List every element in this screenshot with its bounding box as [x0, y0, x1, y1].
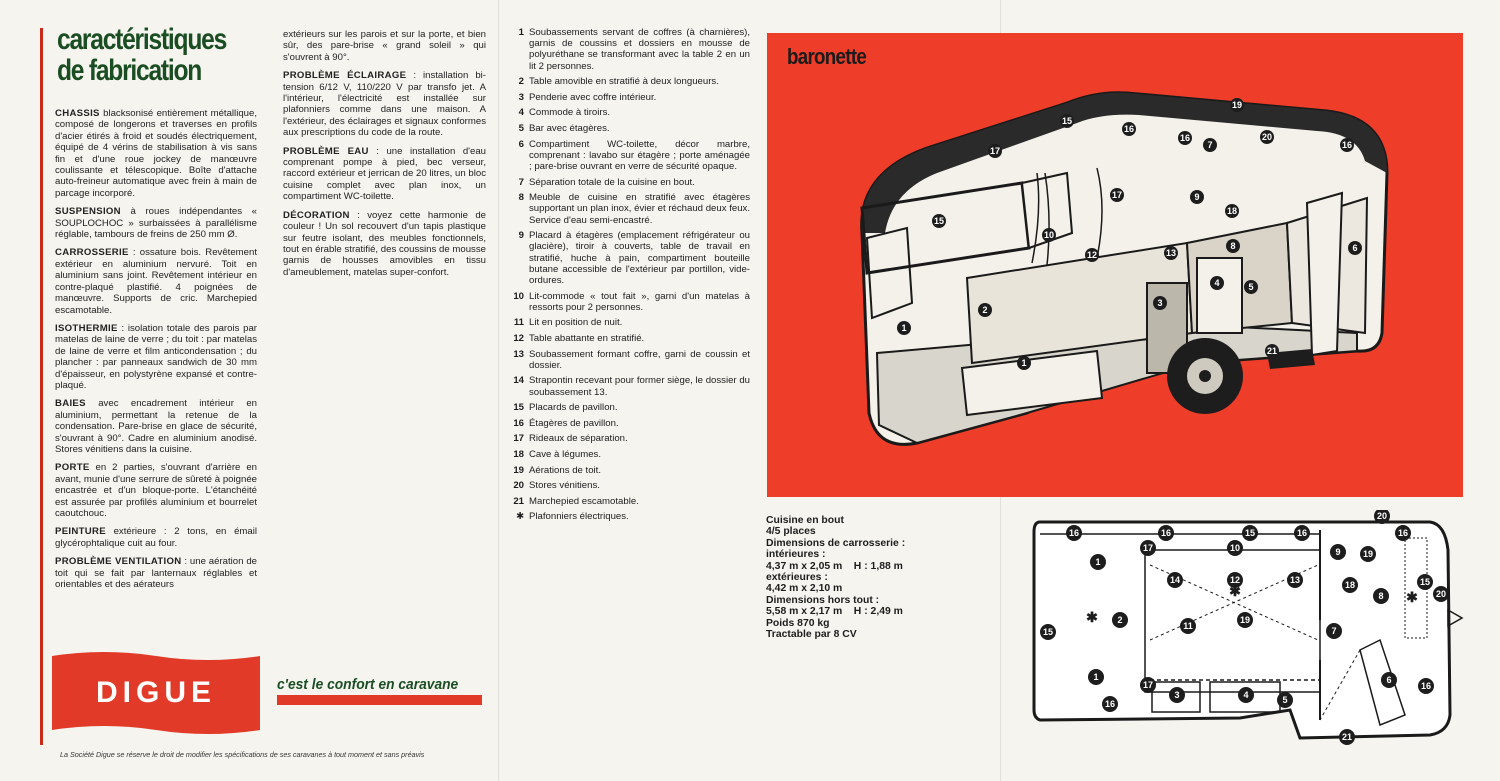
legend-number: 1: [518, 27, 524, 38]
spec-line: Cuisine en bout: [766, 515, 844, 526]
plan-label: 18: [1344, 580, 1356, 590]
legend-number: 18: [513, 448, 524, 460]
cutaway-label: 15: [1061, 116, 1073, 126]
legend-item: [507, 177, 750, 188]
legend-number: 13: [513, 348, 524, 360]
cutaway-label: 10: [1043, 230, 1055, 240]
cutaway-label: 19: [1231, 100, 1243, 110]
cutaway-label: 8: [1230, 241, 1236, 251]
slogan: c'est le confort en caravane: [277, 676, 459, 693]
legend-item: [507, 107, 750, 118]
legend-item: [507, 192, 750, 226]
legend-number: 9: [518, 230, 524, 242]
specs-column-1: [55, 108, 257, 597]
legend-item: [507, 27, 750, 72]
legend-text: Stores vénitiens.: [529, 480, 600, 492]
legend-item: [507, 291, 750, 313]
plan-label: 16: [1104, 699, 1116, 709]
spec-paragraph: BAIES avec encadrement intérieur en aluminium, permettant la retenue de la condensation. Pare-brise en glace de sécurité, s'ouvrant à 90°. Cadre en aluminium anodisé. Stores vénitiens dans la cuisine.: [55, 398, 257, 455]
legend-number: 17: [513, 433, 524, 445]
plan-label: 16: [1296, 528, 1308, 538]
legend-number: 21: [513, 495, 524, 507]
plan-label: 14: [1169, 575, 1181, 585]
cutaway-label: 16: [1123, 124, 1135, 134]
plan-label: 10: [1229, 543, 1241, 553]
spec-paragraph: CARROSSERIE : ossature bois. Revêtement extérieur en aluminium nervuré. Toit en aluminium sans joint. Revêtement intérieur en contre-plaqué plastifié. 4 poignées de manœuvre. Supports de cric. Marchepied escamotable.: [55, 247, 257, 316]
dimensions-block: [766, 515, 905, 640]
plan-label: 2: [1117, 615, 1123, 625]
legend-number: 7: [518, 176, 524, 188]
legend-text: Étagères de pavillon.: [529, 417, 619, 429]
legend-number: 8: [518, 192, 524, 204]
cutaway-label: 15: [933, 216, 945, 226]
spec-paragraph: PEINTURE extérieure : 2 tons, en émail glycérophtalique cuit au four.: [55, 526, 257, 549]
legend-text: Cave à légumes.: [529, 448, 601, 460]
spec-line: 4,37 m x 2,05 m H : 1,88 m: [766, 560, 903, 572]
model-name: baronette: [787, 44, 867, 69]
illustration-panel: [767, 33, 1463, 497]
light-marker-icon: ✱: [1229, 583, 1241, 599]
light-marker-icon: ✱: [1406, 589, 1418, 605]
legend-number: ✱: [515, 511, 524, 523]
legend-text: Bar avec étagères.: [529, 122, 610, 134]
cutaway-label: 6: [1352, 243, 1358, 253]
legend-item: [507, 449, 750, 460]
cutaway-label: 7: [1207, 140, 1213, 150]
plan-label: 1: [1095, 557, 1101, 567]
legend-text: Soubassement formant coffre, garni de coussin et dossier.: [529, 348, 750, 371]
cutaway-label: 17: [989, 146, 1001, 156]
plan-label: 3: [1174, 690, 1180, 700]
legend-text: Marchepied escamotable.: [529, 495, 639, 507]
legend-number: 6: [518, 138, 524, 150]
spec-line: 4/5 places: [766, 526, 816, 538]
legend-item: [507, 333, 750, 344]
plan-label: 12: [1229, 575, 1241, 585]
legend-text: Lit en position de nuit.: [529, 317, 623, 329]
legend-item: [507, 139, 750, 173]
plan-label: 21: [1341, 732, 1353, 742]
legend-item: [507, 418, 750, 429]
title-line-1: caractéristiques: [57, 23, 227, 56]
cutaway-label: 17: [1111, 190, 1123, 200]
spec-line: Tractable par 8 CV: [766, 629, 857, 641]
plan-label: 6: [1386, 675, 1392, 685]
plan-label: 16: [1160, 528, 1172, 538]
cutaway-label: 13: [1165, 248, 1177, 258]
legend-number: 15: [513, 402, 524, 414]
legend-number: 5: [518, 122, 524, 134]
legend-text: Table abattante en stratifié.: [529, 332, 645, 344]
legend-text: Séparation totale de la cuisine en bout.: [529, 176, 695, 188]
spec-paragraph: ISOTHERMIE : isolation totale des parois par matelas de laine de verre ; du toit : par matelas de laine de verre et film anticondensation ; du plancher : par panneaux sandwich de 30 mm d'épaisseur, en polystyrène expansé et contre-plaqué.: [55, 322, 257, 391]
plan-label: 13: [1289, 575, 1301, 585]
legend-text: Rideaux de séparation.: [529, 433, 628, 445]
legend-text: Compartiment WC-toilette, décor marbre, comprenant : lavabo sur étagère ; porte aménagée ; pare-brise ouvrant en verre de sécurité opaque.: [529, 138, 750, 172]
left-red-rule: [40, 28, 43, 745]
spec-line: intérieures :: [766, 549, 826, 561]
spec-paragraph: DÉCORATION : voyez cette harmonie de couleur ! Un sol recouvert d'un tapis plastique sur feutre isolant, des meubles fonctionnels, tout en érable stratifié, des coussins de mousse garnis de housses amovibles en tissu d'ameublement, matelas super-confort.: [283, 209, 486, 278]
plan-label: 15: [1244, 528, 1256, 538]
legend-item: [507, 480, 750, 491]
digue-logo-text: DIGUE: [95, 676, 216, 709]
plan-label: 4: [1243, 690, 1249, 700]
plan-label: 1: [1093, 672, 1099, 682]
plan-label: 20: [1376, 511, 1388, 521]
plan-label: 16: [1420, 681, 1432, 691]
plan-label: 17: [1142, 680, 1154, 690]
legend-number: 14: [513, 375, 524, 387]
cutaway-label: 21: [1266, 346, 1278, 356]
spec-paragraph: CHASSIS blacksonisé entièrement métallique, composé de longerons et traverses en profils d'acier étirés à froid et soudés électriquement, équipé de 4 vérins de stabilisation à vis sans fin et d'une roue jockey de manœuvre coulissante et télescopique. Boîte d'attache auto-freineur automatique avec frein à main de parcage incorporé.: [55, 108, 257, 199]
spec-line: Dimensions hors tout :: [766, 594, 880, 606]
legend-text: Soubassements servant de coffres (à charnières), garnis de coussins et dossiers en mousse de polyuréthane se transformant avec la table 2 en un lit 2 personnes.: [529, 27, 750, 72]
page-title: [57, 24, 229, 86]
specs-column-2: [283, 29, 486, 285]
title-line-2: de fabrication: [57, 54, 202, 87]
plan-label: 15: [1419, 577, 1431, 587]
floor-plan: [1020, 510, 1475, 775]
legend-item: [507, 317, 750, 328]
legend-list: [507, 27, 750, 527]
legend-item: [507, 76, 750, 87]
legend-number: 20: [513, 480, 524, 492]
plan-label: 15: [1042, 627, 1054, 637]
legend-number: 19: [513, 464, 524, 476]
plan-label: 16: [1068, 528, 1080, 538]
cutaway-label: 3: [1157, 298, 1163, 308]
legend-text: Penderie avec coffre intérieur.: [529, 91, 657, 103]
spec-line: 4,42 m x 2,10 m: [766, 583, 843, 595]
cutaway-label: 1: [1021, 358, 1027, 368]
spec-paragraph: PORTE en 2 parties, s'ouvrant d'arrière en avant, munie d'une serrure de sûreté à poignée encastrée et d'un bloque-porte. L'étanchéité est assurée par profilés aluminium et bourrelet caoutchouc.: [55, 462, 257, 519]
disclaimer: La Société Digue se réserve le droit de modifier les spécifications de ses caravanes à tout moment et sans préavis: [60, 750, 425, 759]
cutaway-label: 16: [1179, 133, 1191, 143]
legend-text: Plafonniers électriques.: [529, 511, 629, 523]
cutaway-label: 12: [1086, 250, 1098, 260]
cutaway-label: 1: [901, 323, 907, 333]
legend-text: Meuble de cuisine en stratifié avec étagères supportant un plan inox, évier et réchaud deux feux. Service d'eau semi-encastré.: [529, 192, 750, 226]
spec-line: extérieures :: [766, 572, 828, 584]
fold-line: [498, 0, 499, 781]
legend-number: 4: [518, 107, 524, 119]
spec-paragraph: PROBLÈME EAU : une installation d'eau comprenant pompe à pied, bec verseur, raccord extérieur et jerrican de 20 litres, un bloc cuisine complet avec plan inox, un compartiment WC-toilette.: [283, 145, 487, 203]
spec-line: Poids 870 kg: [766, 617, 830, 629]
legend-text: Aérations de toit.: [529, 464, 601, 476]
cutaway-label: 16: [1341, 140, 1353, 150]
spec-paragraph: SUSPENSION à roues indépendantes « SOUPLOCHOC » surbaissées à parallélisme réglable, tambours de freins de 250 mm Ø.: [55, 206, 257, 241]
legend-item: [507, 511, 750, 522]
legend-item: [507, 433, 750, 444]
legend-text: Commode à tiroirs.: [529, 107, 611, 119]
plan-label: 7: [1331, 626, 1337, 636]
cutaway-label: 9: [1194, 192, 1200, 202]
spec-line: Dimensions de carrosserie :: [766, 537, 906, 549]
legend-text: Placards de pavillon.: [529, 402, 618, 414]
light-marker-icon: ✱: [1086, 609, 1098, 625]
slogan-bar: [277, 695, 482, 705]
cutaway-label: 20: [1261, 132, 1273, 142]
spec-paragraph: PROBLÈME VENTILATION : une aération de toit qui se fait par lanternaux réglables et orientables et des aérateurs: [55, 556, 257, 591]
plan-label: 11: [1183, 621, 1193, 631]
legend-number: 12: [513, 332, 524, 344]
legend-item: [507, 375, 750, 397]
spec-line: 5,58 m x 2,17 m H : 2,49 m: [766, 606, 903, 618]
legend-item: [507, 349, 750, 371]
legend-item: [507, 496, 750, 507]
caravan-cutaway-illustration: [767, 33, 1463, 497]
plan-label: 5: [1282, 695, 1288, 705]
spec-paragraph: PROBLÈME ÉCLAIRAGE : installation bi-tension 6/12 V, 110/220 V par transfo jet. A l'intérieur, l'électricité est installée sur plafonniers comme dans une maison. A l'extérieur, des éclairages et signaux conformes aux prescriptions du code de la route.: [283, 70, 487, 139]
plan-label: 8: [1378, 591, 1384, 601]
legend-item: [507, 465, 750, 476]
plan-label: 19: [1362, 549, 1374, 559]
plan-label: 20: [1435, 589, 1447, 599]
legend-item: [507, 92, 750, 103]
legend-number: 16: [513, 417, 524, 429]
legend-number: 11: [513, 317, 524, 329]
cutaway-label: 18: [1226, 206, 1238, 216]
legend-item: [507, 123, 750, 134]
cutaway-label: 2: [982, 305, 988, 315]
plan-label: 16: [1397, 528, 1409, 538]
legend-text: Strapontin recevant pour former siège, le dossier du soubassement 13.: [529, 375, 750, 398]
legend-text: Table amovible en stratifié à deux longueurs.: [529, 76, 719, 88]
legend-number: 10: [513, 290, 524, 302]
plan-label: 17: [1142, 543, 1154, 553]
legend-text: Placard à étagères (emplacement réfrigérateur ou glacière), tiroir à couverts, table de travail en stratifié, huche à pain, compartiment bouteille butane accessible de l'extérieur par portillon, vide-ordures.: [529, 230, 750, 286]
legend-text: Lit-commode « tout fait », garni d'un matelas à ressorts pour 2 personnes.: [529, 290, 750, 313]
plan-label: 9: [1335, 547, 1341, 557]
cutaway-label: 4: [1214, 278, 1220, 288]
plan-label: 19: [1239, 615, 1251, 625]
legend-item: [507, 402, 750, 413]
spec-paragraph: extérieurs sur les parois et sur la porte, et bien sûr, des pare-brise « grand soleil » qui s'ouvrent à 90°.: [283, 29, 486, 63]
cutaway-label: 5: [1248, 282, 1254, 292]
legend-number: 3: [518, 91, 524, 103]
legend-item: [507, 230, 750, 286]
legend-number: 2: [518, 76, 524, 88]
